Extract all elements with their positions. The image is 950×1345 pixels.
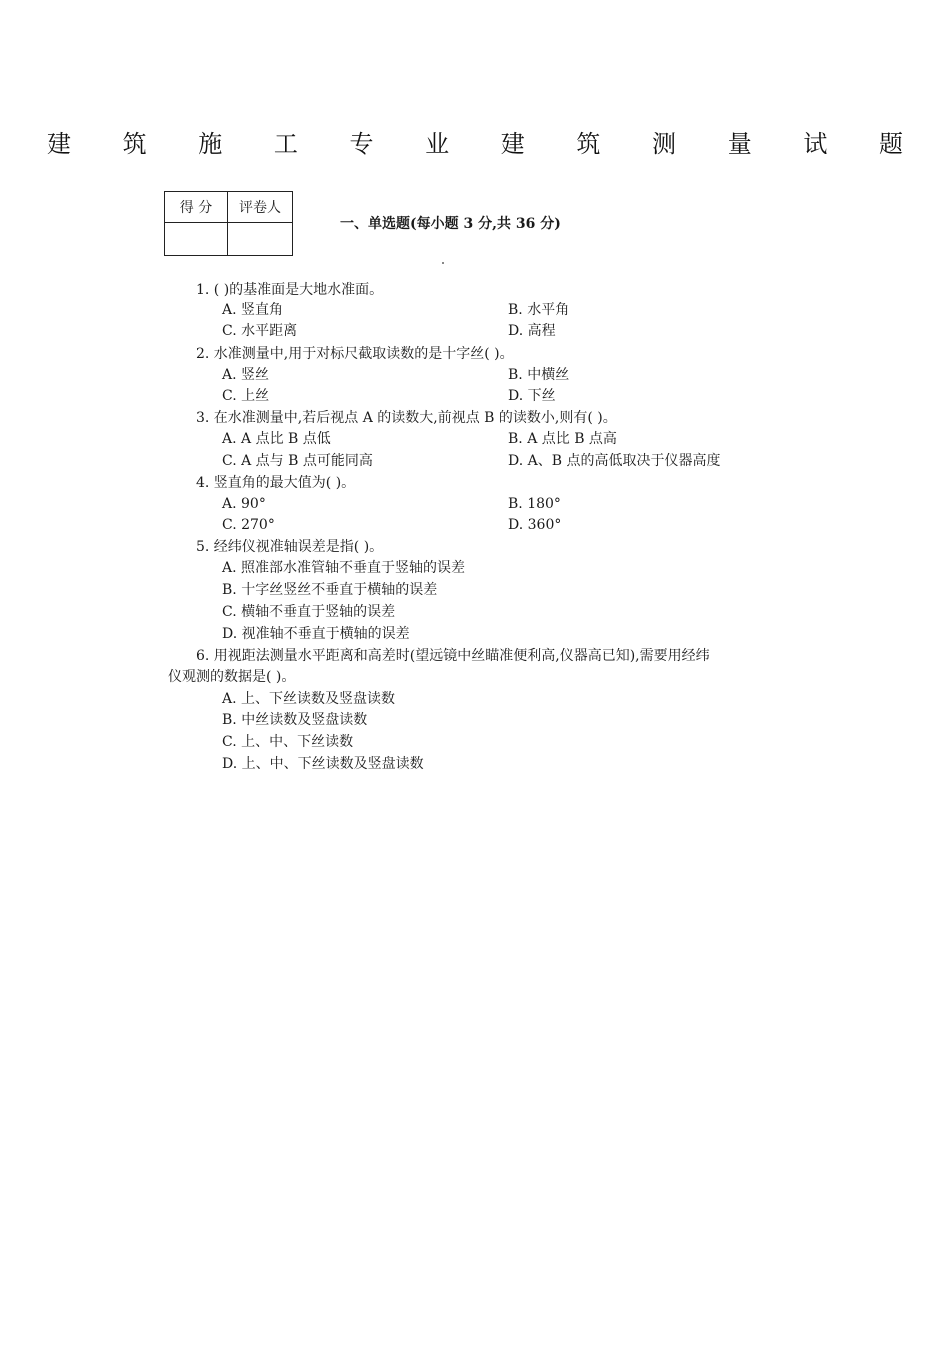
- question-3-option-a: A. A 点比 B 点低: [222, 431, 331, 447]
- question-5-option-c: C. 横轴不垂直于竖轴的误差: [222, 604, 396, 620]
- question-6-stem-continued: 仪观测的数据是( )。: [168, 669, 296, 685]
- question-1-option-b: B. 水平角: [508, 302, 570, 318]
- question-1-option-a: A. 竖直角: [222, 302, 284, 318]
- question-4-option-d: D. 360°: [508, 517, 562, 533]
- question-5-option-d: D. 视准轴不垂直于横轴的误差: [222, 626, 410, 642]
- question-2-option-a: A. 竖丝: [222, 367, 270, 383]
- question-6-option-d: D. 上、中、下丝读数及竖盘读数: [222, 756, 424, 772]
- question-1-option-d: D. 高程: [508, 323, 556, 339]
- question-4-stem: 4. 竖直角的最大值为( )。: [196, 475, 356, 491]
- question-4-option-a: A. 90°: [222, 496, 266, 512]
- score-table: [164, 191, 293, 256]
- question-6-stem: 6. 用视距法测量水平距离和高差时(望远镜中丝瞄准便利高,仪器高已知),需要用经纬: [196, 648, 710, 664]
- question-6-option-a: A. 上、下丝读数及竖盘读数: [222, 691, 396, 707]
- question-2-stem: 2. 水准测量中,用于对标尺截取读数的是十字丝( )。: [196, 346, 514, 362]
- question-6-option-b: B. 中丝读数及竖盘读数: [222, 712, 368, 728]
- score-header: 得 分: [165, 192, 228, 223]
- question-4-option-c: C. 270°: [222, 517, 275, 533]
- question-2-option-c: C. 上丝: [222, 388, 270, 404]
- question-1-stem: 1. ( )的基准面是大地水准面。: [196, 282, 384, 298]
- question-6-option-c: C. 上、中、下丝读数: [222, 734, 354, 750]
- scan-dot: [442, 262, 444, 264]
- score-cell: [165, 223, 228, 256]
- question-5-option-b: B. 十字丝竖丝不垂直于横轴的误差: [222, 582, 438, 598]
- question-1-option-c: C. 水平距离: [222, 323, 298, 339]
- question-3-option-b: B. A 点比 B 点高: [508, 431, 617, 447]
- question-3-stem: 3. 在水准测量中,若后视点 A 的读数大,前视点 B 的读数小,则有( )。: [196, 410, 617, 426]
- page-title: 建 筑 施 工 专 业 建 筑 测 量 试 题: [47, 130, 925, 158]
- question-5-option-a: A. 照准部水准管轴不垂直于竖轴的误差: [222, 560, 466, 576]
- question-2-option-b: B. 中横丝: [508, 367, 570, 383]
- question-4-option-b: B. 180°: [508, 496, 561, 512]
- question-2-option-d: D. 下丝: [508, 388, 556, 404]
- grader-cell: [228, 223, 293, 256]
- section-title: 一、单选题(每小题 3 分,共 36 分): [340, 216, 561, 232]
- grader-header: 评卷人: [228, 192, 293, 223]
- question-5-stem: 5. 经纬仪视准轴误差是指( )。: [196, 539, 384, 555]
- question-3-option-d: D. A、B 点的高低取决于仪器高度: [508, 453, 721, 469]
- question-3-option-c: C. A 点与 B 点可能同高: [222, 453, 373, 469]
